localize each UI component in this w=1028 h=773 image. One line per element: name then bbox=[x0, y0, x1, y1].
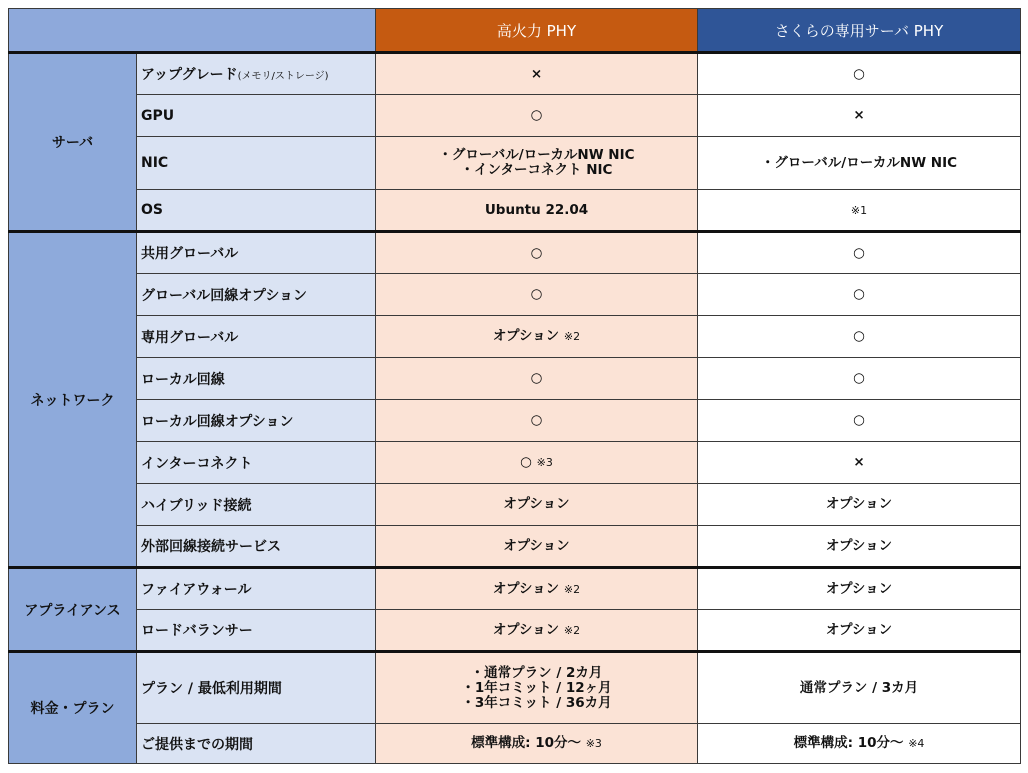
table-row bbox=[9, 442, 1021, 484]
table-row bbox=[9, 568, 1021, 610]
feature-label: 共用グローバル bbox=[137, 232, 376, 274]
table-row bbox=[9, 190, 1021, 232]
feature-label: NIC bbox=[137, 137, 376, 190]
value-koukaryoku: × bbox=[376, 53, 698, 95]
value-koukaryoku: オプション ※2 bbox=[376, 316, 698, 358]
table-row bbox=[9, 724, 1021, 764]
table-row bbox=[9, 610, 1021, 652]
value-sakura: ○ bbox=[698, 53, 1021, 95]
value-koukaryoku: ○ bbox=[376, 400, 698, 442]
value-sakura: オプション bbox=[698, 484, 1021, 526]
feature-label: 専用グローバル bbox=[137, 316, 376, 358]
table-row bbox=[9, 316, 1021, 358]
header-corner bbox=[9, 9, 376, 53]
value-sakura: 通常プラン / 3カ月 bbox=[698, 652, 1021, 724]
value-sakura: ○ bbox=[698, 232, 1021, 274]
feature-label: ハイブリッド接続 bbox=[137, 484, 376, 526]
category-network: ネットワーク bbox=[9, 232, 137, 568]
table-row bbox=[9, 95, 1021, 137]
category-appliance: アプライアンス bbox=[9, 568, 137, 652]
value-koukaryoku: オプション bbox=[376, 484, 698, 526]
value-sakura: ○ bbox=[698, 274, 1021, 316]
value-sakura: ○ bbox=[698, 400, 1021, 442]
value-koukaryoku: ○ bbox=[376, 274, 698, 316]
value-koukaryoku: ○ ※3 bbox=[376, 442, 698, 484]
comparison-table bbox=[8, 8, 1021, 764]
value-koukaryoku: ○ bbox=[376, 232, 698, 274]
feature-label: GPU bbox=[137, 95, 376, 137]
feature-label: ご提供までの期間 bbox=[137, 724, 376, 764]
value-sakura: ・グローバル/ローカルNW NIC bbox=[698, 137, 1021, 190]
value-koukaryoku: ・グローバル/ローカルNW NIC ・インターコネクト NIC bbox=[376, 137, 698, 190]
feature-label: グローバル回線オプション bbox=[137, 274, 376, 316]
value-koukaryoku: ・通常プラン / 2カ月 ・1年コミット / 12ヶ月 ・3年コミット / 36カ月 bbox=[376, 652, 698, 724]
value-sakura: オプション bbox=[698, 610, 1021, 652]
value-sakura: × bbox=[698, 442, 1021, 484]
value-sakura: ○ bbox=[698, 316, 1021, 358]
value-koukaryoku: Ubuntu 22.04 bbox=[376, 190, 698, 232]
value-koukaryoku: 標準構成: 10分～ ※3 bbox=[376, 724, 698, 764]
feature-label: インターコネクト bbox=[137, 442, 376, 484]
table-row bbox=[9, 232, 1021, 274]
value-sakura: オプション bbox=[698, 526, 1021, 568]
table-row bbox=[9, 484, 1021, 526]
table-row bbox=[9, 358, 1021, 400]
value-sakura: ○ bbox=[698, 358, 1021, 400]
table-row bbox=[9, 526, 1021, 568]
value-koukaryoku: ○ bbox=[376, 358, 698, 400]
value-koukaryoku: オプション ※2 bbox=[376, 568, 698, 610]
table-row bbox=[9, 137, 1021, 190]
category-pricing-plan: 料金・プラン bbox=[9, 652, 137, 764]
header-sakura-dedicated-phy: さくらの専用サーバ PHY bbox=[698, 9, 1021, 53]
feature-label: プラン / 最低利用期間 bbox=[137, 652, 376, 724]
feature-label: ファイアウォール bbox=[137, 568, 376, 610]
value-sakura: × bbox=[698, 95, 1021, 137]
feature-label: 外部回線接続サービス bbox=[137, 526, 376, 568]
table-row bbox=[9, 274, 1021, 316]
value-koukaryoku: オプション ※2 bbox=[376, 610, 698, 652]
feature-label: アップグレード(メモリ/ストレージ) bbox=[137, 53, 376, 95]
value-koukaryoku: ○ bbox=[376, 95, 698, 137]
value-sakura: オプション bbox=[698, 568, 1021, 610]
category-server: サーバ bbox=[9, 53, 137, 232]
feature-label: ローカル回線 bbox=[137, 358, 376, 400]
feature-label: ロードバランサー bbox=[137, 610, 376, 652]
feature-label: OS bbox=[137, 190, 376, 232]
table-row bbox=[9, 400, 1021, 442]
table-row bbox=[9, 652, 1021, 724]
value-sakura: 標準構成: 10分～ ※4 bbox=[698, 724, 1021, 764]
feature-label: ローカル回線オプション bbox=[137, 400, 376, 442]
value-sakura: ※1 bbox=[698, 190, 1021, 232]
header-koukaryoku-phy: 高火力 PHY bbox=[376, 9, 698, 53]
table-row bbox=[9, 53, 1021, 95]
value-koukaryoku: オプション bbox=[376, 526, 698, 568]
